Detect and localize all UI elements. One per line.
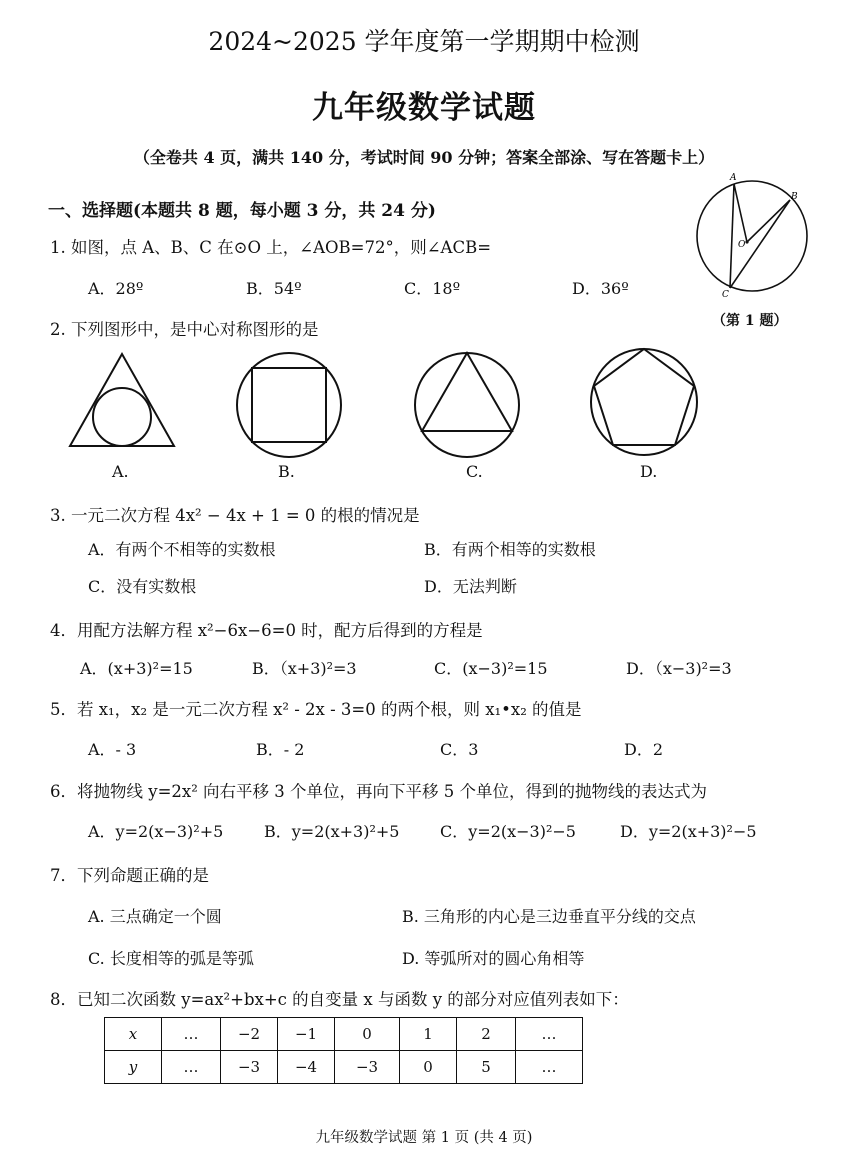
table-cell: … xyxy=(162,1018,221,1051)
q7-stem: 7．下列命题正确的是 xyxy=(50,866,209,885)
q6-option-a: A．y=2(x−3)²+5 xyxy=(88,822,224,841)
q3-option-a: A．有两个不相等的实数根 xyxy=(88,540,276,559)
table-cell: 5 xyxy=(457,1051,516,1084)
q1-option-c: C．18º xyxy=(404,279,461,298)
q6-option-b: B．y=2(x+3)²+5 xyxy=(264,822,400,841)
exam-title: 2024~2025 学年度第一学期期中检测 xyxy=(208,27,640,56)
q7-option-d: D. 等弧所对的圆心角相等 xyxy=(402,949,585,968)
table-row-y xyxy=(105,1051,583,1084)
q7-option-c: C. 长度相等的弧是等弧 xyxy=(88,949,254,968)
q4-option-a: A．(x+3)²=15 xyxy=(80,659,193,678)
q2-option-d: D. xyxy=(640,462,658,481)
q7-option-a: A. 三点确定一个圆 xyxy=(88,907,222,926)
table-cell: −1 xyxy=(278,1018,335,1051)
q2-figure-a xyxy=(66,350,178,452)
table-cell: 0 xyxy=(335,1018,400,1051)
table-cell: … xyxy=(516,1018,583,1051)
q5-option-c: C．3 xyxy=(440,740,479,759)
q4-option-c: C．(x−3)²=15 xyxy=(434,659,548,678)
table-cell: 2 xyxy=(457,1018,516,1051)
exam-note: （全卷共 4 页，满共 140 分，考试时间 90 分钟；答案全部涂、写在答题卡上） xyxy=(133,148,715,167)
q1-figure-caption: （第 1 题） xyxy=(712,313,788,329)
q1-option-d: D．36º xyxy=(572,279,629,298)
q8-value-table xyxy=(104,1017,583,1084)
label-b: B xyxy=(791,192,798,202)
q4-option-d: D．（x−3)²=3 xyxy=(626,659,732,678)
table-cell: 1 xyxy=(400,1018,457,1051)
table-cell: x xyxy=(105,1018,162,1051)
q2-figure-c xyxy=(412,350,522,460)
q1-option-a: A．28º xyxy=(88,279,144,298)
q3-option-c: C．没有实数根 xyxy=(88,577,197,596)
q2-figure-b xyxy=(234,350,344,460)
q2-option-c: C. xyxy=(466,462,483,481)
q6-option-d: D．y=2(x+3)²−5 xyxy=(620,822,757,841)
q5-option-a: A．- 3 xyxy=(88,740,137,759)
table-row-x xyxy=(105,1018,583,1051)
q7-option-b: B. 三角形的内心是三边垂直平分线的交点 xyxy=(402,907,696,926)
label-c: C xyxy=(722,290,729,300)
q8-stem: 8．已知二次函数 y=ax²+bx+c 的自变量 x 与函数 y 的部分对应值列表如下： xyxy=(50,990,629,1009)
q4-option-b: B．（x+3)²=3 xyxy=(252,659,357,678)
q1-option-b: B．54º xyxy=(246,279,302,298)
table-cell: 0 xyxy=(400,1051,457,1084)
table-cell: −4 xyxy=(278,1051,335,1084)
q1-circle-figure xyxy=(690,170,820,300)
q2-stem: 2. 下列图形中，是中心对称图形的是 xyxy=(50,320,319,339)
table-cell: … xyxy=(162,1051,221,1084)
q2-figure-d xyxy=(588,346,700,458)
q5-option-d: D．2 xyxy=(624,740,664,759)
table-cell: −2 xyxy=(221,1018,278,1051)
table-cell: −3 xyxy=(335,1051,400,1084)
label-a: A xyxy=(730,173,737,183)
q1-stem: 1. 如图，点 A、B、C 在⊙O 上，∠AOB=72°，则∠ACB= xyxy=(50,238,492,257)
q5-stem: 5．若 x₁，x₂ 是一元二次方程 x² - 2x - 3=0 的两个根，则 x₁•x₂ 的值是 xyxy=(50,700,582,719)
q6-stem: 6．将抛物线 y=2x² 向右平移 3 个单位，再向下平移 5 个单位，得到的抛物线的表达式为 xyxy=(50,782,708,801)
label-o: O xyxy=(738,240,746,250)
table-cell: … xyxy=(516,1051,583,1084)
q3-option-d: D．无法判断 xyxy=(424,577,517,596)
q3-option-b: B．有两个相等的实数根 xyxy=(424,540,596,559)
q2-option-b: B. xyxy=(278,462,295,481)
table-cell: −3 xyxy=(221,1051,278,1084)
exam-subject: 九年级数学试题 xyxy=(312,90,536,126)
section-title: 一、选择题(本题共 8 题，每小题 3 分，共 24 分) xyxy=(48,201,436,221)
q4-stem: 4．用配方法解方程 x²−6x−6=0 时，配方后得到的方程是 xyxy=(50,621,483,640)
q3-stem: 3. 一元二次方程 4x² − 4x + 1 = 0 的根的情况是 xyxy=(50,506,420,525)
q2-option-a: A. xyxy=(112,462,129,481)
table-cell: y xyxy=(105,1051,162,1084)
q5-option-b: B．- 2 xyxy=(256,740,305,759)
q6-option-c: C．y=2(x−3)²−5 xyxy=(440,822,576,841)
page-footer: 九年级数学试题 第 1 页 (共 4 页) xyxy=(315,1130,533,1146)
